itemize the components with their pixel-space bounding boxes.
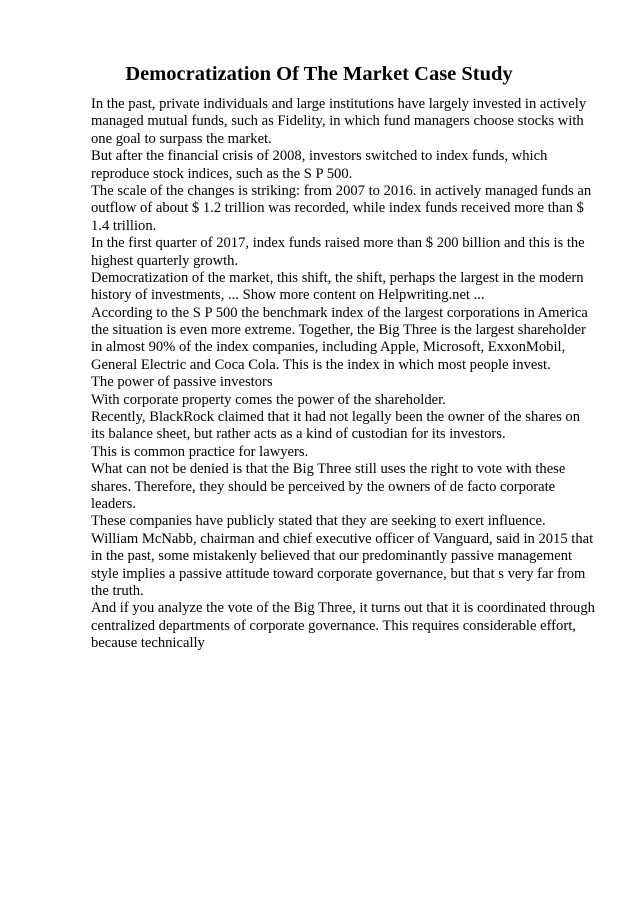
body-line: its balance sheet, but rather acts as a kind of custodian for its investors. [91,426,506,443]
document-title: Democratization Of The Market Case Study [125,63,513,85]
body-line: managed mutual funds, such as Fidelity, in which fund managers choose stocks with [91,113,584,130]
body-line: The scale of the changes is striking: from 2007 to 2016. in actively managed funds an [91,182,592,199]
body-line: In the past, private individuals and large institutions have largely invested in actively [91,96,587,112]
body-line: In the first quarter of 2017, index funds raised more than $ 200 billion and this is the [91,235,585,252]
body-line: reproduce stock indices, such as the S P 500. [91,165,353,182]
body-line: William McNabb, chairman and chief executive officer of Vanguard, said in 2015 that [91,530,594,547]
body-line: one goal to surpass the market. [91,130,272,147]
body-line: shares. Therefore, they should be perceived by the owners of de facto corporate [91,478,556,495]
body-line: in almost 90% of the index companies, including Apple, Microsoft, ExxonMobil, [91,339,566,356]
body-line: What can not be denied is that the Big Three still uses the right to vote with these [91,461,566,478]
body-line: General Electric and Coca Cola. This is the index in which most people invest. [91,356,551,373]
body-line: history of investments, ... Show more content on Helpwriting.net ... [91,287,485,304]
body-line: These companies have publicly stated that they are seeking to exert influence. [91,513,546,530]
body-line: 1.4 trillion. [91,217,157,234]
body-line: Democratization of the market, this shift, the shift, perhaps the largest in the modern [91,269,584,286]
body-line: According to the S P 500 the benchmark index of the largest corporations in America [91,304,588,321]
body-line: style implies a passive attitude toward corporate governance, but that s very far from [91,565,586,582]
body-line: the situation is even more extreme. Together, the Big Three is the largest shareholder [91,322,586,339]
body-line: outflow of about $ 1.2 trillion was recorded, while index funds received more than $ [91,200,584,217]
body-line: With corporate property comes the power of the shareholder. [91,391,446,408]
body-line: centralized departments of corporate governance. This requires considerable effort, [91,617,576,634]
body-line: in the past, some mistakenly believed that our predominantly passive management [91,548,573,565]
body-line: leaders. [91,495,136,512]
body-line: And if you analyze the vote of the Big Three, it turns out that it is coordinated through [91,600,595,617]
body-line: But after the financial crisis of 2008, investors switched to index funds, which [91,148,548,165]
document-body [91,96,601,653]
body-line: Recently, BlackRock claimed that it had not legally been the owner of the shares on [91,409,581,426]
body-line: the truth. [91,582,144,599]
body-line: This is common practice for lawyers. [91,443,309,460]
section-heading: The power of passive investors [91,374,273,391]
body-line: highest quarterly growth. [91,252,239,269]
body-line: because technically [91,635,205,652]
